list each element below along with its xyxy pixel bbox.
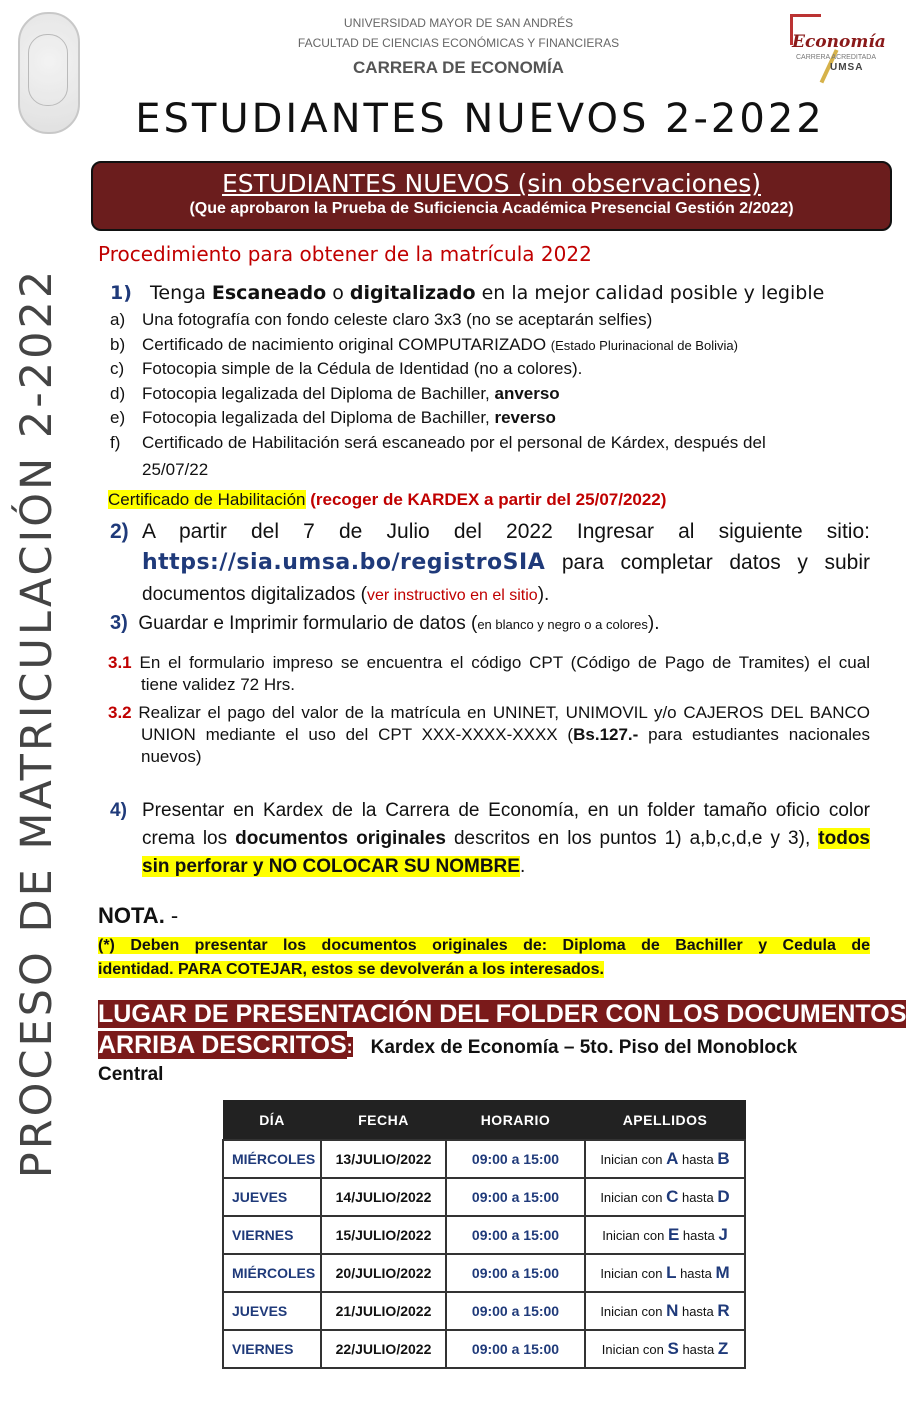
banner-subtitle: (Que aprobaron la Prueba de Suficiencia Académica Presencial Gestión 2/2022) <box>189 200 794 217</box>
cell-horario: 09:00 a 15:00 <box>446 1254 585 1292</box>
cell-fecha: 20/JULIO/2022 <box>321 1254 446 1292</box>
cell-dia: JUEVES <box>223 1178 321 1216</box>
header-horario: HORARIO <box>446 1101 585 1141</box>
step-3-1: 3.1 En el formulario impreso se encuentra el código CPT (Código de Pago de Tramites) el cual tiene validez 72 Hrs. <box>108 653 870 694</box>
cell-apellidos: Inician con N hasta R <box>585 1292 745 1330</box>
nota-text: (*) Deben presentar los documentos originales de: Diploma de Bachiller y Cedula de identidad. PARA COTEJAR, estos se devolverán a los interesados. <box>98 937 870 978</box>
header-apellidos: APELLIDOS <box>585 1101 745 1141</box>
step-3-2: 3.2 Realizar el pago del valor de la matrícula en UNINET, UNIMOVIL y/o CAJEROS DEL BANCO UNION mediante el uso del CPT XXX-XXXX-XXXX (Bs.127.- para estudiantes nacionales nuevos) <box>108 703 870 766</box>
cell-apellidos: Inician con E hasta J <box>585 1216 745 1254</box>
table-row <box>223 1292 745 1330</box>
economia-logo-icon: Economía CARRERA ACREDITADA UMSA <box>790 14 880 84</box>
certificate-note: Certificado de Habilitación (recoger de KARDEX a partir del 25/07/2022) <box>108 490 667 509</box>
header-dia: DÍA <box>223 1101 321 1141</box>
banner <box>91 161 892 231</box>
cell-apellidos: Inician con C hasta D <box>585 1178 745 1216</box>
cell-fecha: 22/JULIO/2022 <box>321 1330 446 1368</box>
requirement-item: e) Fotocopia legalizada del Diploma de Bachiller, reverso <box>110 408 556 427</box>
procedure-title: Procedimiento para obtener de la matrícula 2022 <box>98 242 592 266</box>
requirement-item: b) Certificado de nacimiento original COMPUTARIZADO (Estado Plurinacional de Bolivia) <box>110 335 738 354</box>
cell-apellidos: Inician con L hasta M <box>585 1254 745 1292</box>
step-1: 1) Tenga Escaneado o digitalizado en la mejor calidad posible y legible <box>110 282 825 304</box>
table-row <box>223 1330 745 1368</box>
sia-registration-link[interactable]: https://sia.umsa.bo/registroSIA <box>142 550 546 575</box>
cell-apellidos: Inician con A hasta B <box>585 1140 745 1178</box>
banner-title: ESTUDIANTES NUEVOS (sin observaciones) <box>222 169 761 198</box>
table-row <box>223 1216 745 1254</box>
requirement-item: c) Fotocopia simple de la Cédula de Identidad (no a colores). <box>110 359 583 378</box>
cell-horario: 09:00 a 15:00 <box>446 1330 585 1368</box>
schedule-table <box>222 1100 746 1369</box>
cell-fecha: 13/JULIO/2022 <box>321 1140 446 1178</box>
side-title: PROCESO DE MATRICULACIÓN 2-2022 <box>12 267 62 1179</box>
cell-horario: 09:00 a 15:00 <box>446 1178 585 1216</box>
page-title: ESTUDIANTES NUEVOS 2-2022 <box>135 96 825 142</box>
cell-fecha: 15/JULIO/2022 <box>321 1216 446 1254</box>
presentation-place: LUGAR DE PRESENTACIÓN DEL FOLDER CON LOS DOCUMENTOS ARRIBA DESCRITOS: Kardex de Economía – 5to. Piso del Monoblock Central <box>98 1000 907 1085</box>
cell-fecha: 21/JULIO/2022 <box>321 1292 446 1330</box>
cell-horario: 09:00 a 15:00 <box>446 1292 585 1330</box>
table-row <box>223 1254 745 1292</box>
cell-dia: MIÉRCOLES <box>223 1140 321 1178</box>
nota-title: NOTA. - <box>98 903 179 928</box>
university-name: UNIVERSIDAD MAYOR DE SAN ANDRÉS <box>343 16 574 30</box>
career-name: CARRERA DE ECONOMÍA <box>353 58 564 77</box>
cell-fecha: 14/JULIO/2022 <box>321 1178 446 1216</box>
cell-dia: MIÉRCOLES <box>223 1254 321 1292</box>
cell-horario: 09:00 a 15:00 <box>446 1216 585 1254</box>
table-row <box>223 1178 745 1216</box>
requirement-item: f) Certificado de Habilitación será escaneado por el personal de Kárdex, después del 25/07/22 <box>110 433 766 479</box>
cell-dia: VIERNES <box>223 1330 321 1368</box>
step-3: 3) Guardar e Imprimir formulario de datos (en blanco y negro o a colores). <box>110 612 660 634</box>
faculty-name: FACULTAD DE CIENCIAS ECONÓMICAS Y FINANCIERAS <box>297 36 620 50</box>
cell-dia: JUEVES <box>223 1292 321 1330</box>
cell-apellidos: Inician con S hasta Z <box>585 1330 745 1368</box>
requirement-item: d) Fotocopia legalizada del Diploma de Bachiller, anverso <box>110 384 560 403</box>
requirement-item: a) Una fotografía con fondo celeste claro 3x3 (no se aceptarán selfies) <box>110 310 653 329</box>
cell-horario: 09:00 a 15:00 <box>446 1140 585 1178</box>
header-fecha: FECHA <box>321 1101 446 1141</box>
cell-dia: VIERNES <box>223 1216 321 1254</box>
table-row <box>223 1140 745 1178</box>
